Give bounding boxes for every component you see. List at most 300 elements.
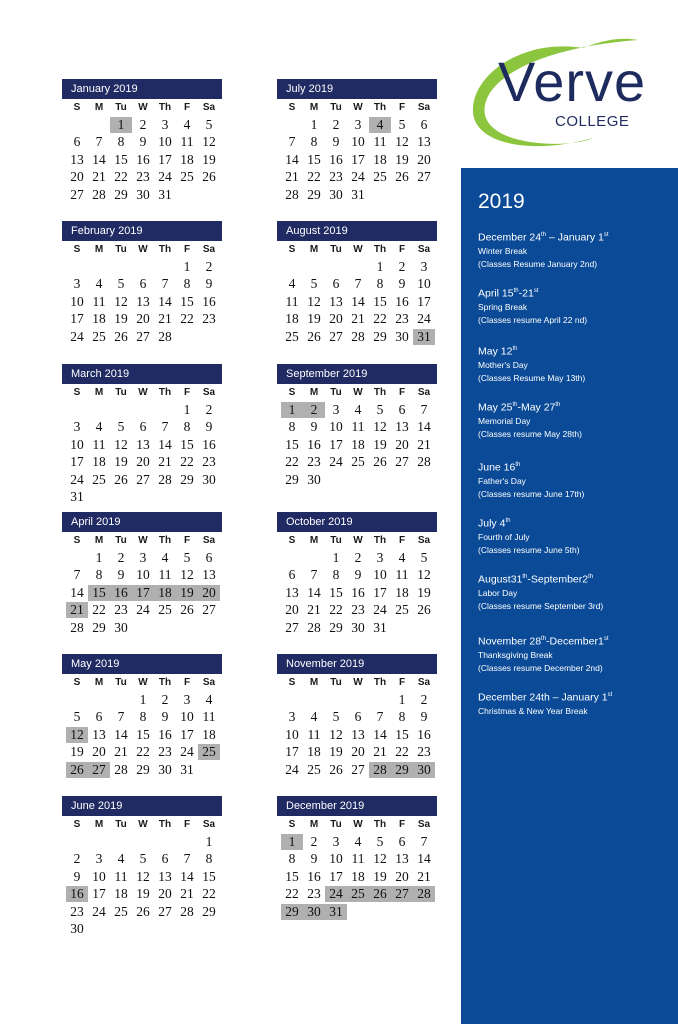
- day-cell: 17: [180, 726, 194, 742]
- day-cell: 10: [285, 726, 299, 742]
- day-cell: 5: [139, 851, 147, 867]
- day-cell: 3: [288, 709, 296, 725]
- empty-day-cell: [154, 921, 176, 937]
- day-cell: 28: [158, 328, 172, 344]
- day-cell: 26: [114, 471, 128, 487]
- day-cell: 26: [369, 886, 391, 902]
- weekday-header: [66, 532, 222, 549]
- day-cell: 14: [180, 868, 194, 884]
- weekday-label: Th: [373, 535, 387, 546]
- day-cell: 20: [395, 436, 409, 452]
- weekday-label: W: [353, 244, 363, 255]
- day-cell: 3: [354, 116, 362, 132]
- day-cell: 8: [310, 134, 318, 150]
- day-cell: 11: [351, 419, 365, 435]
- weekday-label: W: [353, 387, 363, 398]
- month-title: August 2019: [277, 221, 437, 241]
- day-cell: 22: [329, 602, 343, 618]
- weekday-label: Sa: [417, 102, 431, 113]
- month-title: February 2019: [62, 221, 222, 241]
- empty-day-cell: [88, 834, 110, 850]
- holiday-date: December 24th – January 1st: [478, 691, 613, 704]
- week-row: [66, 726, 222, 744]
- logo-subtitle: COLLEGE: [555, 113, 630, 130]
- day-cell: 8: [205, 851, 213, 867]
- weekday-label: Tu: [330, 819, 342, 830]
- day-cell: 23: [136, 169, 150, 185]
- week-row: [66, 489, 222, 507]
- week-row: [66, 567, 222, 585]
- month-title: September 2019: [277, 364, 437, 384]
- month-title: July 2019: [277, 79, 437, 99]
- day-cell: 7: [376, 709, 384, 725]
- day-cell: 13: [329, 293, 343, 309]
- day-cell: 24: [325, 886, 347, 902]
- day-cell: 20: [285, 602, 299, 618]
- empty-day-cell: [176, 187, 198, 203]
- day-cell: 19: [329, 744, 343, 760]
- holiday-date: November 28th-December1st: [478, 635, 609, 648]
- weekday-label: F: [183, 387, 191, 398]
- holiday-panel: [461, 168, 678, 1024]
- week-row: [281, 436, 437, 454]
- day-cell: 13: [351, 726, 365, 742]
- day-cell: 6: [398, 401, 406, 417]
- weekday-label: M: [309, 102, 319, 113]
- day-cell: 28: [70, 619, 84, 635]
- weekday-label: Tu: [115, 819, 127, 830]
- day-cell: 25: [114, 903, 128, 919]
- week-row: [66, 419, 222, 437]
- day-cell: 31: [373, 619, 387, 635]
- week-row: [281, 744, 437, 762]
- day-cell: 8: [183, 276, 191, 292]
- weekday-label: Tu: [115, 677, 127, 688]
- weekday-label: Tu: [330, 102, 342, 113]
- day-cell: 19: [417, 584, 431, 600]
- week-row: [66, 868, 222, 886]
- week-row: [66, 584, 222, 602]
- day-cell: 31: [180, 761, 194, 777]
- day-cell: 16: [202, 436, 216, 452]
- day-cell: 5: [398, 116, 406, 132]
- day-cell: 19: [114, 311, 128, 327]
- day-cell: 10: [92, 868, 106, 884]
- day-cell: 12: [114, 436, 128, 452]
- day-cell: 21: [285, 169, 299, 185]
- day-cell: 13: [285, 584, 299, 600]
- day-cell: 21: [158, 454, 172, 470]
- day-cell: 16: [136, 151, 150, 167]
- day-cell: 8: [288, 419, 296, 435]
- week-row: [66, 851, 222, 869]
- day-cell: 29: [285, 471, 299, 487]
- day-cell: 2: [73, 851, 81, 867]
- weekday-label: S: [288, 387, 296, 398]
- day-cell: 15: [180, 436, 194, 452]
- day-cell: 7: [288, 134, 296, 150]
- week-row: [66, 619, 222, 637]
- weekday-label: W: [353, 677, 363, 688]
- week-row: [281, 258, 437, 276]
- weekday-label: M: [94, 677, 104, 688]
- day-cell: 6: [73, 134, 81, 150]
- weekday-header: [281, 532, 437, 549]
- day-cell: 24: [373, 602, 387, 618]
- day-cell: 25: [198, 744, 220, 760]
- day-cell: 20: [70, 169, 84, 185]
- day-cell: 21: [417, 868, 431, 884]
- day-cell: 1: [139, 691, 147, 707]
- weekday-label: W: [138, 102, 148, 113]
- day-cell: 6: [95, 709, 103, 725]
- week-row: [66, 549, 222, 567]
- week-row: [281, 709, 437, 727]
- day-cell: 10: [180, 709, 194, 725]
- day-cell: 11: [307, 726, 321, 742]
- day-cell: 30: [351, 619, 365, 635]
- day-cell: 10: [417, 276, 431, 292]
- day-cell: 25: [92, 328, 106, 344]
- day-cell: 17: [329, 868, 343, 884]
- day-cell: 12: [329, 726, 343, 742]
- day-cell: 10: [70, 436, 84, 452]
- day-cell: 10: [329, 851, 343, 867]
- month-title: March 2019: [62, 364, 222, 384]
- day-cell: 7: [73, 567, 81, 583]
- weekday-label: M: [309, 387, 319, 398]
- day-cell: 12: [66, 727, 88, 743]
- weekday-label: Sa: [202, 819, 216, 830]
- day-cell: 21: [114, 744, 128, 760]
- weekday-label: Tu: [115, 102, 127, 113]
- weekday-label: Th: [158, 677, 172, 688]
- day-cell: 28: [180, 903, 194, 919]
- weekday-label: Tu: [115, 387, 127, 398]
- day-cell: 20: [417, 151, 431, 167]
- holiday-date: August31th-September2th: [478, 573, 594, 586]
- day-cell: 12: [202, 134, 216, 150]
- day-cell: 27: [351, 761, 365, 777]
- day-cell: 23: [114, 602, 128, 618]
- day-cell: 30: [136, 186, 150, 202]
- day-cell: 16: [307, 868, 321, 884]
- month-calendar: [277, 79, 437, 204]
- day-cell: 11: [92, 293, 106, 309]
- empty-day-cell: [110, 259, 132, 275]
- day-cell: 15: [180, 293, 194, 309]
- day-cell: 30: [70, 921, 84, 937]
- empty-day-cell: [66, 259, 88, 275]
- day-cell: 17: [373, 584, 387, 600]
- day-cell: 27: [329, 328, 343, 344]
- day-cell: 22: [180, 311, 194, 327]
- empty-day-cell: [198, 762, 220, 778]
- week-row: [281, 691, 437, 709]
- day-cell: 8: [376, 276, 384, 292]
- weekday-label: Th: [373, 387, 387, 398]
- day-cell: 3: [73, 276, 81, 292]
- day-cell: 18: [395, 584, 409, 600]
- empty-day-cell: [110, 921, 132, 937]
- weekday-label: Tu: [330, 677, 342, 688]
- day-cell: 2: [310, 833, 318, 849]
- weekday-label: S: [73, 535, 81, 546]
- day-cell: 28: [413, 886, 435, 902]
- day-cell: 24: [285, 761, 299, 777]
- day-cell: 9: [332, 134, 340, 150]
- empty-day-cell: [132, 834, 154, 850]
- day-cell: 21: [373, 744, 387, 760]
- empty-day-cell: [325, 472, 347, 488]
- day-cell: 22: [285, 886, 299, 902]
- empty-day-cell: [66, 692, 88, 708]
- day-cell: 22: [92, 602, 106, 618]
- day-cell: 14: [114, 726, 128, 742]
- day-cell: 18: [373, 151, 387, 167]
- day-cell: 25: [347, 886, 369, 902]
- day-cell: 6: [420, 116, 428, 132]
- holiday-name: Memorial Day: [478, 415, 531, 426]
- weekday-label: F: [398, 677, 406, 688]
- holiday-name: Fourth of July: [478, 531, 530, 542]
- day-cell: 7: [420, 401, 428, 417]
- day-cell: 11: [202, 709, 216, 725]
- day-cell: 26: [417, 602, 431, 618]
- panel-year: 2019: [478, 190, 525, 213]
- day-cell: 7: [183, 851, 191, 867]
- day-cell: 20: [351, 744, 365, 760]
- day-cell: 4: [354, 833, 362, 849]
- day-cell: 16: [202, 293, 216, 309]
- day-cell: 14: [92, 151, 106, 167]
- holiday-date: April 15th-21st: [478, 287, 539, 300]
- weekday-label: M: [94, 244, 104, 255]
- holiday-note: (Classes resume May 28th): [478, 428, 582, 439]
- day-cell: 4: [205, 691, 213, 707]
- weekday-label: S: [73, 387, 81, 398]
- weekday-header: [66, 384, 222, 401]
- weekday-label: S: [288, 102, 296, 113]
- day-cell: 10: [158, 134, 172, 150]
- weekday-label: Sa: [202, 102, 216, 113]
- day-cell: 4: [288, 276, 296, 292]
- weekday-label: W: [138, 819, 148, 830]
- day-cell: 30: [395, 328, 409, 344]
- week-row: [66, 276, 222, 294]
- holiday-name: Father's Day: [478, 475, 526, 486]
- day-cell: 16: [307, 436, 321, 452]
- empty-day-cell: [110, 692, 132, 708]
- day-cell: 19: [373, 868, 387, 884]
- holiday-note: (Classes Resume May 13th): [478, 372, 586, 383]
- empty-day-cell: [391, 904, 413, 920]
- empty-day-cell: [66, 117, 88, 133]
- day-cell: 9: [420, 709, 428, 725]
- month-calendar: [277, 512, 437, 637]
- day-cell: 7: [161, 276, 169, 292]
- week-row: [281, 903, 437, 921]
- day-cell: 26: [395, 169, 409, 185]
- month-calendar: [62, 512, 222, 637]
- empty-day-cell: [281, 259, 303, 275]
- day-cell: 23: [395, 311, 409, 327]
- weekday-label: W: [138, 677, 148, 688]
- week-row: [66, 691, 222, 709]
- day-cell: 15: [136, 726, 150, 742]
- day-cell: 16: [395, 293, 409, 309]
- week-row: [66, 454, 222, 472]
- day-cell: 10: [70, 293, 84, 309]
- day-cell: 17: [351, 151, 365, 167]
- weekday-header: [66, 99, 222, 116]
- day-cell: 17: [285, 744, 299, 760]
- day-cell: 2: [161, 691, 169, 707]
- weekday-label: Th: [373, 819, 387, 830]
- empty-day-cell: [325, 692, 347, 708]
- day-cell: 2: [303, 402, 325, 418]
- day-cell: 10: [373, 567, 387, 583]
- day-cell: 5: [183, 549, 191, 565]
- week-row: [281, 549, 437, 567]
- holiday-date: May 12th: [478, 345, 518, 358]
- day-cell: 13: [70, 151, 84, 167]
- weekday-label: F: [398, 535, 406, 546]
- holiday-entry: [478, 514, 674, 557]
- day-cell: 23: [70, 903, 84, 919]
- day-cell: 8: [398, 709, 406, 725]
- week-row: [281, 293, 437, 311]
- weekday-label: Sa: [202, 244, 216, 255]
- weekday-label: Th: [158, 244, 172, 255]
- weekday-label: Th: [158, 102, 172, 113]
- week-row: [66, 709, 222, 727]
- weekday-label: M: [94, 535, 104, 546]
- day-cell: 26: [114, 328, 128, 344]
- month-title: November 2019: [277, 654, 437, 674]
- holiday-entry: [478, 458, 674, 501]
- empty-day-cell: [281, 117, 303, 133]
- week-row: [281, 868, 437, 886]
- day-cell: 1: [205, 833, 213, 849]
- day-cell: 14: [70, 584, 84, 600]
- day-cell: 8: [139, 709, 147, 725]
- day-cell: 29: [307, 186, 321, 202]
- week-row: [281, 886, 437, 904]
- empty-day-cell: [303, 550, 325, 566]
- day-cell: 1: [183, 258, 191, 274]
- week-row: [66, 293, 222, 311]
- holiday-date: June 16th: [478, 461, 521, 474]
- day-cell: 16: [329, 151, 343, 167]
- holiday-note: (Classes resume June 17th): [478, 488, 585, 499]
- day-cell: 2: [139, 116, 147, 132]
- day-cell: 9: [310, 851, 318, 867]
- day-cell: 4: [354, 401, 362, 417]
- weekday-label: Sa: [202, 535, 216, 546]
- day-cell: 5: [332, 709, 340, 725]
- day-cell: 3: [332, 833, 340, 849]
- day-cell: 17: [92, 886, 106, 902]
- weekday-label: W: [138, 244, 148, 255]
- weekday-label: F: [183, 244, 191, 255]
- day-cell: 26: [66, 762, 88, 778]
- day-cell: 1: [95, 549, 103, 565]
- day-cell: 9: [205, 276, 213, 292]
- empty-day-cell: [369, 472, 391, 488]
- empty-day-cell: [88, 489, 110, 505]
- month-title: January 2019: [62, 79, 222, 99]
- verve-college-logo: [463, 20, 678, 160]
- day-cell: 25: [158, 602, 172, 618]
- day-cell: 21: [158, 311, 172, 327]
- day-cell: 18: [307, 744, 321, 760]
- day-cell: 6: [139, 419, 147, 435]
- day-cell: 15: [373, 293, 387, 309]
- holiday-note: (Classes resume September 3rd): [478, 600, 604, 611]
- week-row: [281, 726, 437, 744]
- day-cell: 31: [351, 186, 365, 202]
- day-cell: 28: [417, 454, 431, 470]
- day-cell: 7: [117, 709, 125, 725]
- day-cell: 15: [307, 151, 321, 167]
- day-cell: 26: [136, 903, 150, 919]
- week-row: [66, 151, 222, 169]
- day-cell: 28: [351, 328, 365, 344]
- empty-day-cell: [391, 620, 413, 636]
- weekday-label: F: [183, 677, 191, 688]
- month-title: June 2019: [62, 796, 222, 816]
- empty-day-cell: [154, 489, 176, 505]
- empty-day-cell: [198, 489, 220, 505]
- day-cell: 28: [369, 762, 391, 778]
- day-cell: 25: [307, 761, 321, 777]
- day-cell: 2: [332, 116, 340, 132]
- day-cell: 19: [70, 744, 84, 760]
- day-cell: 7: [420, 833, 428, 849]
- day-cell: 5: [376, 833, 384, 849]
- empty-day-cell: [176, 834, 198, 850]
- day-cell: 5: [376, 401, 384, 417]
- day-cell: 30: [329, 186, 343, 202]
- day-cell: 24: [92, 903, 106, 919]
- day-cell: 5: [117, 276, 125, 292]
- weekday-label: M: [309, 819, 319, 830]
- empty-day-cell: [110, 489, 132, 505]
- empty-day-cell: [176, 489, 198, 505]
- week-row: [281, 401, 437, 419]
- empty-day-cell: [369, 904, 391, 920]
- empty-day-cell: [132, 489, 154, 505]
- day-cell: 16: [110, 585, 132, 601]
- week-row: [281, 419, 437, 437]
- empty-day-cell: [413, 472, 435, 488]
- day-cell: 21: [417, 436, 431, 452]
- day-cell: 18: [154, 585, 176, 601]
- empty-day-cell: [176, 620, 198, 636]
- day-cell: 27: [158, 903, 172, 919]
- empty-day-cell: [303, 692, 325, 708]
- day-cell: 18: [92, 311, 106, 327]
- day-cell: 5: [420, 549, 428, 565]
- day-cell: 27: [391, 886, 413, 902]
- day-cell: 5: [205, 116, 213, 132]
- week-row: [281, 833, 437, 851]
- day-cell: 8: [332, 567, 340, 583]
- day-cell: 19: [307, 311, 321, 327]
- day-cell: 4: [398, 549, 406, 565]
- empty-day-cell: [413, 620, 435, 636]
